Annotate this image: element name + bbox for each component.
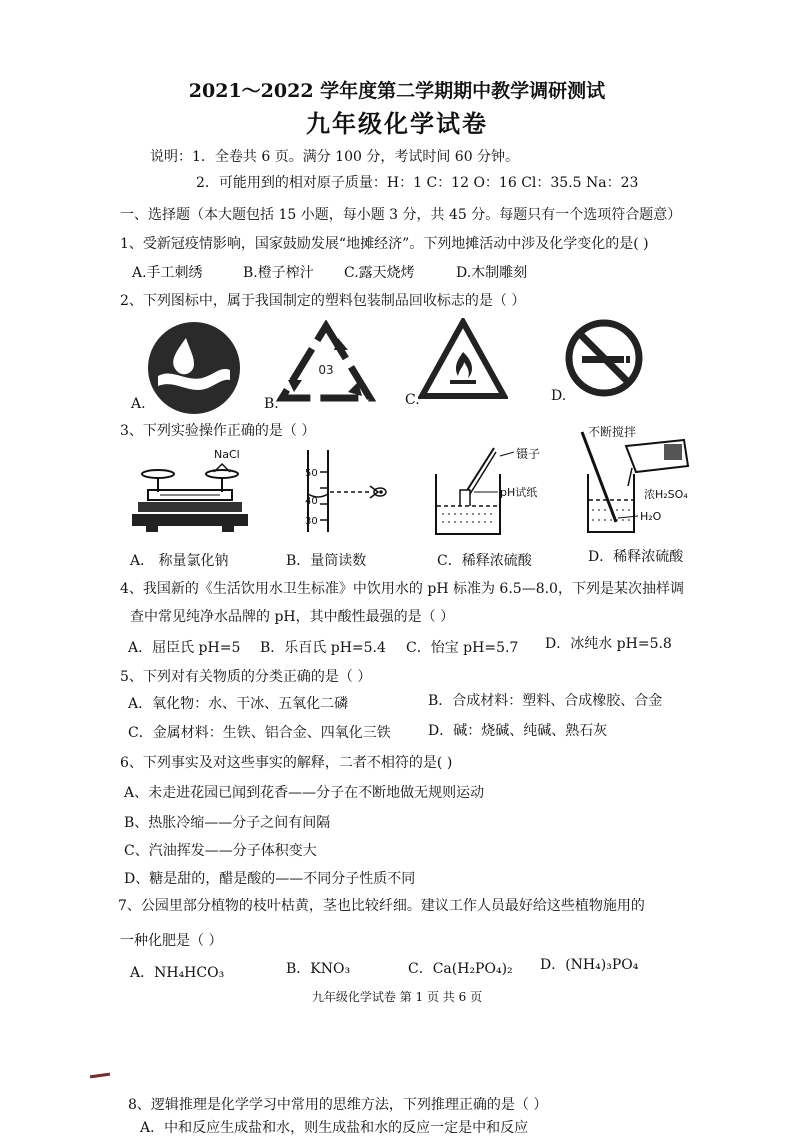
q7-option-c: C．Ca(H₂PO₄)₂ <box>408 961 513 977</box>
q4-stem-line-1: 4、我国新的《生活饮用水卫生标准》中饮用水的 pH 标准为 6.5—8.0，下列是某次抽样调 <box>120 581 684 597</box>
ph-paper-label: pH试纸 <box>500 486 538 499</box>
q4-option-d: D．冰纯水 pH=5.8 <box>545 636 672 652</box>
q4-option-c: C．怡宝 pH=5.7 <box>406 640 519 656</box>
tick-50: 50 <box>305 468 318 479</box>
q7-stem-line-2: 一种化肥是（ ） <box>120 933 223 949</box>
q6-option-d: D、糖是甜的，醋是酸的——不同分子性质不同 <box>124 871 416 887</box>
q6-option-c: C、汽油挥发——分子体积变大 <box>124 843 317 859</box>
graduated-cylinder-icon <box>296 446 396 536</box>
q6-option-b: B、热胀冷缩——分子之间有间隔 <box>124 815 331 831</box>
q2-option-d: D. <box>551 388 567 404</box>
q7-option-d: D．(NH₄)₃PO₄ <box>540 957 639 973</box>
q8-stem: 8、逻辑推理是化学学习中常用的思维方法，下列推理正确的是（ ） <box>128 1097 548 1113</box>
nacl-label: NaCl <box>214 448 240 461</box>
q7-option-a: A．NH₄HCO₃ <box>130 965 225 981</box>
q2-option-b: B. <box>264 396 279 412</box>
balance-scale-icon <box>130 446 250 536</box>
q5-option-d: D．碱：烧碱、纯碱、熟石灰 <box>428 723 608 739</box>
q1-option-d: D.木制雕刻 <box>456 265 528 281</box>
page-footer: 九年级化学试卷 第 1 页 共 6 页 <box>311 990 483 1004</box>
q7-option-b: B．KNO₃ <box>286 961 351 977</box>
q2-option-c: C. <box>405 392 420 408</box>
recycle-code: 03 <box>318 363 334 377</box>
q5-option-b: B．合成材料：塑料、合成橡胶、合金 <box>428 693 663 709</box>
q5-option-a: A．氧化物：水、干冰、五氧化二磷 <box>128 696 349 712</box>
no-smoking-icon <box>564 318 644 398</box>
instructions-line-2: 2．可能用到的相对原子质量：H：1 C：12 O：16 Cl：35.5 Na：23 <box>196 175 639 191</box>
tick-40: 40 <box>305 496 318 507</box>
q5-stem: 5、下列对有关物质的分类正确的是（ ） <box>120 669 372 685</box>
dilution-beaker-icon <box>574 422 704 538</box>
q2-option-a: A. <box>131 396 146 412</box>
q4-stem-line-2: 查中常见纯净水品牌的 pH，其中酸性最强的是（ ） <box>130 609 455 625</box>
q1-stem: 1、受新冠疫情影响，国家鼓励发展“地摊经济”。下列地摊活动中涉及化学变化的是( ) <box>120 236 649 252</box>
flammable-warning-icon <box>418 318 508 400</box>
q2-stem: 2、下列图标中，属于我国制定的塑料包装制品回收标志的是（ ） <box>120 293 526 309</box>
q3-option-a: A． 称量氯化钠 <box>130 553 229 569</box>
q3-option-b: B．量筒读数 <box>286 553 367 569</box>
q7-stem-line-1: 7、公园里部分植物的枝叶枯黄，茎也比较纤细。建议工作人员最好给这些植物施用的 <box>118 898 645 914</box>
water-label: H₂O <box>640 510 662 523</box>
stir-label: 不断搅拌 <box>588 425 637 439</box>
exam-title: 2021～2022 学年度第二学期期中教学调研测试 <box>188 80 606 102</box>
q4-option-a: A．屈臣氏 pH=5 <box>128 640 241 656</box>
scan-mark <box>90 1073 110 1079</box>
q1-option-b: B.橙子榨汁 <box>243 265 314 281</box>
acid-label: 浓H₂SO₄ <box>644 488 688 501</box>
q8-option-a-partial: A．中和反应生成盐和水，则生成盐和水的反应一定是中和反应 <box>140 1120 529 1136</box>
q5-option-c: C．金属材料：生铁、铝合金、四氧化三铁 <box>128 725 391 741</box>
paper-title: 九年级化学试卷 <box>306 109 488 138</box>
tick-30: 30 <box>305 516 318 527</box>
water-saving-icon <box>146 320 242 416</box>
q4-option-b: B．乐百氏 pH=5.4 <box>260 640 386 656</box>
q6-stem: 6、下列事实及对这些事实的解释，二者不相符的是( ) <box>120 755 453 771</box>
q3-option-c: C．稀释浓硫酸 <box>437 553 532 569</box>
tweezers-label: 镊子 <box>516 447 541 461</box>
q1-option-c: C.露天烧烤 <box>344 265 415 281</box>
ph-test-beaker-icon <box>430 444 560 540</box>
q3-option-d: D．稀释浓硫酸 <box>588 549 684 565</box>
q1-option-a: A.手工刺绣 <box>132 265 203 281</box>
section-heading: 一、选择题（本大题包括 15 小题，每小题 3 分，共 45 分。每题只有一个选项符合题意） <box>120 207 682 223</box>
q3-stem: 3、下列实验操作正确的是（ ） <box>120 423 316 439</box>
q6-option-a: A、未走进花园已闻到花香——分子在不断地做无规则运动 <box>124 785 485 801</box>
instructions-line-1: 说明：1．全卷共 6 页。满分 100 分，考试时间 60 分钟。 <box>150 149 520 165</box>
recycling-icon <box>276 320 376 404</box>
